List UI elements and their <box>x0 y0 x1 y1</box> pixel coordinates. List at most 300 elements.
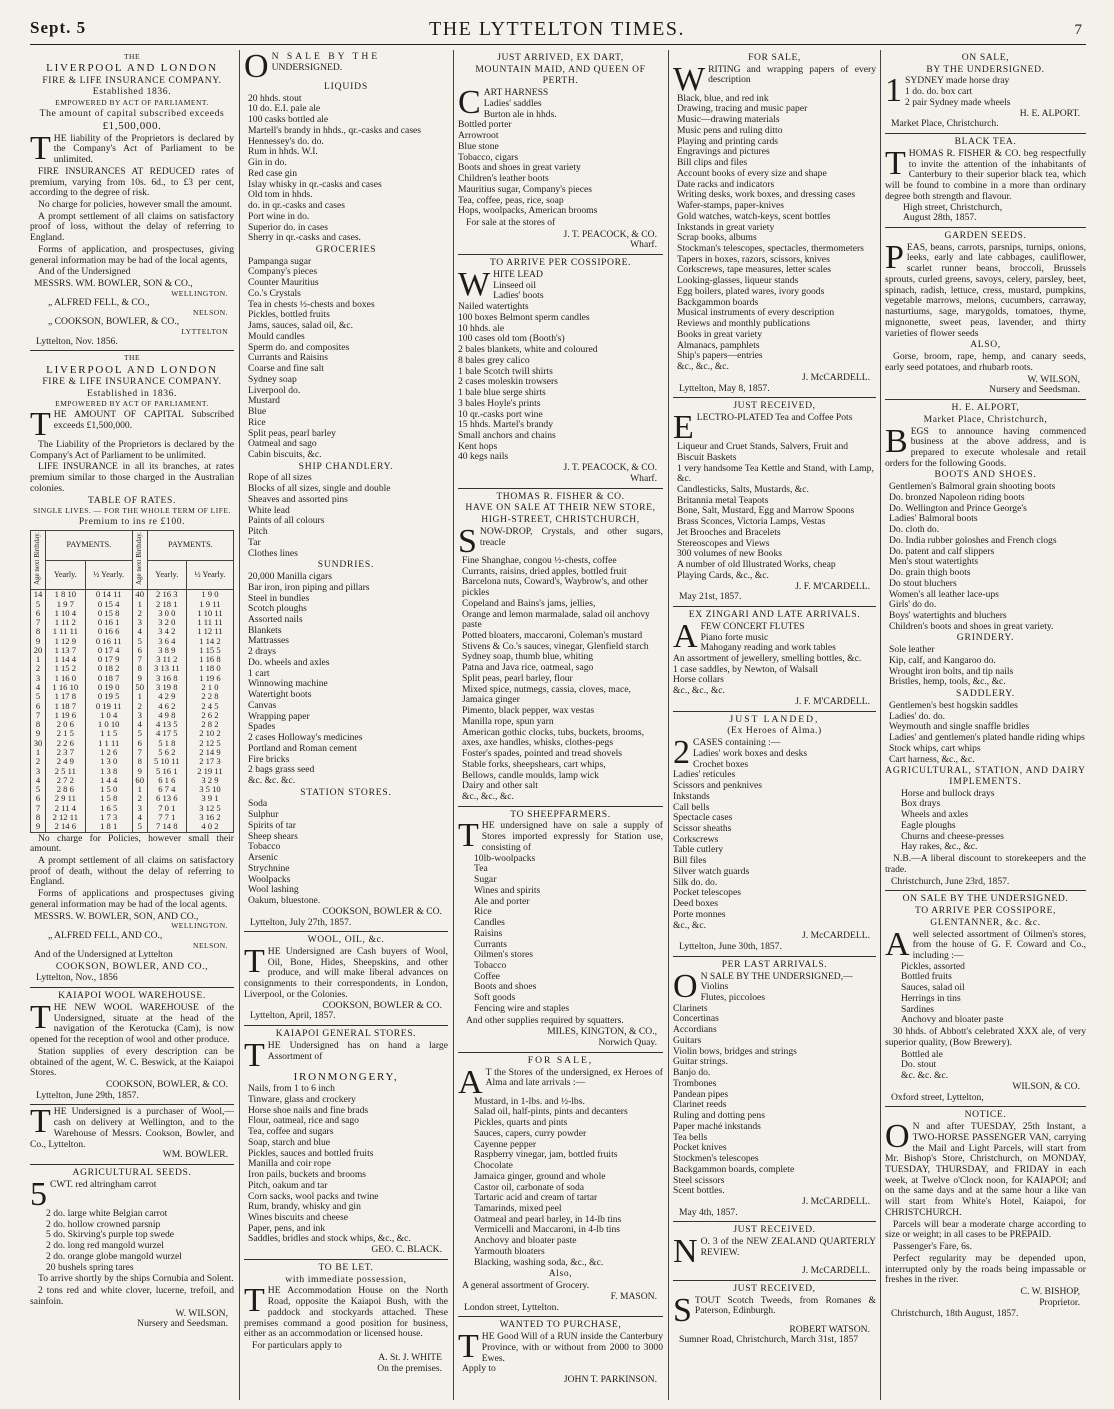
list-item: 20 bushels spring tares <box>46 1261 134 1273</box>
newspaper-title: THE LYTTELTON TIMES. <box>429 18 685 40</box>
list-item: Drawing, tracing and music paper <box>677 103 808 115</box>
agent-name: „ ALFRED FELL, & CO., <box>48 297 150 309</box>
section-heading: BOOTS AND SHOES. <box>934 469 1037 481</box>
table-cell: 30 <box>31 739 46 748</box>
table-cell: 1 1 11 <box>85 739 132 748</box>
list-item: Watertight boots <box>248 689 312 701</box>
list-item: 2 cases moleskin trowsers <box>458 376 558 388</box>
drop-cap: S <box>458 526 477 556</box>
section-heading: AGRICULTURAL, STATION, AND DAIRY IMPLEMENTS. <box>885 765 1086 787</box>
table-cell: 2 4 5 <box>186 702 233 711</box>
drop-cap: P <box>885 242 904 276</box>
list-item: Mould candles <box>248 330 305 342</box>
table-cell: 7 7 1 <box>147 813 186 822</box>
column-header: ½ Yearly. <box>85 560 132 589</box>
drop-cap: B <box>885 426 908 460</box>
ad-signature: JOHN T. PARKINSON. <box>563 1373 657 1385</box>
list-item: Stockman's telescopes, spectacles, thermometers <box>677 243 864 255</box>
table-cell: 1 <box>31 655 46 664</box>
list-item: 2 pair Sydney made wheels <box>905 96 1011 108</box>
ad-paragraph: Gorse, broom, rape, hemp, and canary seeds, early seed potatoes, and rhubarb roots. <box>885 351 1086 373</box>
table-cell: 8 <box>132 757 147 766</box>
agent-place: LYTTELTON <box>181 327 228 337</box>
list-item: Superior do. in cases <box>248 221 328 233</box>
list-item: do. in qr.-casks and cases <box>248 200 345 212</box>
ad-subheading: EMPOWERED BY ACT OF PARLIAMENT. <box>55 399 209 409</box>
table-cell: 7 <box>31 618 46 627</box>
table-cell: 1 12 9 <box>46 637 86 646</box>
list-item: Tar <box>248 536 261 548</box>
column-rule <box>880 50 881 1400</box>
table-cell: 2 0 6 <box>46 720 86 729</box>
ad-heading: HIGH-STREET, CHRISTCHURCH, <box>481 514 640 526</box>
list-item: Tinware, glass and crockery <box>248 1093 356 1105</box>
ad-paragraph: LIFE INSURANCE in all its branches, at rates premium similar to those charged in the Australian colonies. <box>30 461 234 494</box>
table-cell: 0 14 11 <box>85 590 132 600</box>
table-cell: 5 <box>31 692 46 701</box>
ad-paragraph: N SALE BY THE UNDERSIGNED,— <box>700 971 853 982</box>
list-item: Fencing wire and staples <box>474 1002 570 1014</box>
list-item: Castor oil, carbonate of soda <box>474 1181 585 1193</box>
list-item: &c., &c. <box>673 919 707 931</box>
list-item: Brass Sconces, Victoria Lamps, Vestas <box>677 516 826 528</box>
table-title: TABLE OF RATES. <box>88 494 176 506</box>
list-item: Ladies' boots <box>493 290 544 302</box>
list-item: Winnowing machine <box>248 678 328 690</box>
list-item: Inkstands <box>673 790 710 802</box>
ad-heading: TO BE LET. <box>318 1261 374 1273</box>
list-item: Anchovy and bloater paste <box>901 1014 1004 1026</box>
ad-heading: NOTICE. <box>964 1109 1007 1121</box>
list-item: Arsenic <box>248 852 278 864</box>
list-item: 20,000 Manilla cigars <box>248 571 332 583</box>
table-cell: 3 <box>31 767 46 776</box>
column-2 <box>244 50 448 1405</box>
table-cell: 4 <box>132 627 147 636</box>
list-item: Blue <box>248 406 267 418</box>
ad-date: Market Place, Christchurch. <box>891 118 999 130</box>
list-item: Stockmen's telescopes <box>673 1153 759 1165</box>
table-cell: 0 17 9 <box>85 655 132 664</box>
table-cell: 50 <box>132 683 147 692</box>
ad-heading: PER LAST ARRIVALS. <box>721 958 828 970</box>
list-item: Stivens & Co.'s sauces, vinegar, Glenfield starch <box>462 640 649 652</box>
list-item: Do. bronzed Napoleon riding boots <box>889 491 1025 503</box>
ad-heading: KAIAPOI GENERAL STORES. <box>275 1028 417 1040</box>
list-item: Potted bloaters, maccaroni, Coleman's mustard <box>462 629 643 641</box>
list-item: Tea, coffee, peas, rice, soap <box>458 194 564 206</box>
drop-cap: T <box>244 1286 265 1320</box>
table-cell: 7 <box>31 804 46 813</box>
list-item: Barcelona nuts, Coward's, Waybrow's, and other pickles <box>462 576 648 599</box>
table-cell: 0 19 0 <box>85 683 132 692</box>
list-item: Pandean pipes <box>673 1088 729 1100</box>
ad-heading: JUST RECEIVED, <box>733 1282 816 1294</box>
ad-paragraph: A general assortment of Grocery. <box>462 1280 589 1292</box>
ad-paragraph: HE NEW WOOL WAREHOUSE of the Undersigned, situate at the head of the navigation of the Kerotucka (Cam), is now opened for the reception of wool and other produce. <box>30 1002 234 1046</box>
ad-signature: Proprietor. <box>1039 1296 1080 1308</box>
drop-cap: T <box>30 1107 51 1141</box>
table-header-row <box>31 531 234 560</box>
list-item: Almanacs, pamphlets <box>677 339 760 351</box>
table-subtitle: SINGLE LIVES. — FOR THE WHOLE TERM OF LIFE. <box>33 506 231 516</box>
table-cell: 1 15 5 <box>186 646 233 655</box>
list-item: Sherry in qr.-casks and cases. <box>248 232 361 244</box>
column-header: ½ Yearly. <box>186 560 233 589</box>
drop-cap: T <box>244 947 265 981</box>
list-item: Sulphur <box>248 809 279 821</box>
ad-paragraph: HE Undersigned is a purchaser of Wool,—cash on delivery at Wellington, and to the Warehouse of Messrs. Cookson, Bowler, and Co., Lyttelton. <box>30 1107 234 1150</box>
list-item: Children's boots and shoes in great variety. <box>889 620 1054 632</box>
ad-paragraph: And other supplies required by squatters. <box>466 1014 624 1026</box>
table-cell: 1 8 10 <box>46 590 86 600</box>
table-cell: 7 <box>132 655 147 664</box>
ad-paragraph: O. 3 of the NEW ZEALAND QUARTERLY REVIEW. <box>700 1237 876 1258</box>
table-cell: 3 <box>132 804 147 813</box>
wanted-advert <box>458 1317 663 1388</box>
list-item: 40 kegs nails <box>458 451 509 463</box>
drop-cap: O <box>244 52 269 81</box>
ad-paragraph: HE liability of the Proprietors is declared by the Company's Act of Parliament to be unlimited. <box>53 133 234 166</box>
agricultural-seeds-advert <box>30 1165 234 1333</box>
ad-heading: FOR SALE, <box>748 52 801 63</box>
table-cell: 4 13 5 <box>147 720 186 729</box>
table-cell: 6 <box>31 794 46 803</box>
table-cell: 9 <box>132 767 147 776</box>
table-cell: 1 16 8 <box>186 655 233 664</box>
table-cell: 7 <box>31 711 46 720</box>
list-item: Account books of every size and shape <box>677 167 827 179</box>
list-item: 100 cases old tom (Booth's) <box>458 333 565 345</box>
list-item: Steel scissors <box>673 1174 725 1186</box>
table-cell: 3 <box>132 618 147 627</box>
list-item: Eagle ploughs <box>901 819 956 831</box>
list-item: Do. grain thigh boots <box>889 567 971 579</box>
list-item: Hay rakes, &c., &c. <box>901 841 978 853</box>
list-item: &c. &c. &c. <box>901 1070 949 1082</box>
ad-signature: W. WILSON, <box>1027 373 1080 385</box>
table-cell: 2 1 0 <box>186 683 233 692</box>
list-item: 1 cart <box>248 667 270 679</box>
list-item: Saddles, bridles and stock whips, &c., &c. <box>248 1233 411 1245</box>
list-item: Silver watch guards <box>673 865 750 877</box>
list-item: Gentlemen's Balmoral grain shooting boots <box>889 481 1056 493</box>
list-item: Tea bells <box>673 1131 708 1143</box>
item-list <box>458 854 663 1015</box>
list-item: Manilla rope, spun yarn <box>462 715 554 727</box>
ad-heading: JUST LANDED, <box>729 713 820 725</box>
just-landed-advert <box>673 712 876 957</box>
list-item: Rice <box>474 906 492 918</box>
ad-subheading: Established 1836. <box>92 86 172 98</box>
list-item: Dairy and other salt <box>462 780 538 792</box>
drop-cap: E <box>673 413 694 443</box>
table-cell: 0 19 11 <box>85 702 132 711</box>
ad-paragraph: Perfect regularity may be depended upon, interrupted only by the roads being impassable or freshes in the river. <box>885 1252 1086 1286</box>
list-item: Fine Shanghae, congou ½-chests, coffee <box>462 554 617 566</box>
table-cell: 1 4 4 <box>85 776 132 785</box>
black-tea-advert <box>885 134 1086 228</box>
table-cell: 4 <box>132 720 147 729</box>
table-cell: 1 0 4 <box>85 711 132 720</box>
list-item: Stereoscopes and Views <box>677 537 770 549</box>
list-item: Tapers in boxes, razors, scissors, knives <box>677 253 830 265</box>
ad-paragraph: No charge for policies, however small the amount. <box>38 199 233 211</box>
table-cell: 1 19 6 <box>186 674 233 683</box>
drop-cap: 5 <box>30 1179 47 1209</box>
table-cell: 1 14 2 <box>186 637 233 646</box>
item-list <box>673 982 876 1197</box>
list-item: Sheep shears <box>248 830 298 842</box>
ad-date: Christchurch, June 23rd, 1857. <box>891 875 1010 887</box>
list-item: Counter Mauritius <box>248 277 319 289</box>
ad-heading: WOOL, OIL, &c. <box>307 934 385 946</box>
list-item: 1 do. do. box cart <box>905 86 973 98</box>
list-item: Cayenne pepper <box>474 1138 537 1150</box>
list-item: Islay whisky in qr.-casks and cases <box>248 178 382 190</box>
list-item: Manilla and coir rope <box>248 1158 331 1170</box>
list-item: Spectacle cases <box>673 812 733 824</box>
column-header: PAYMENTS. <box>46 531 133 560</box>
drop-cap: T <box>244 1040 265 1070</box>
list-item: Music pens and ruling ditto <box>677 124 783 136</box>
ad-kicker: THE <box>123 353 141 363</box>
list-item: Horse and bullock drays <box>901 787 995 799</box>
ad-heading: JUST RECEIVED. <box>733 1224 816 1236</box>
list-item: Looking-glasses, liqueur stands <box>677 275 799 287</box>
ad-date: London street, Lyttelton. <box>464 1301 559 1313</box>
drop-cap: A <box>885 929 910 962</box>
list-item: Portland and Roman cement <box>248 742 357 754</box>
list-item: Crochet boxes <box>693 758 749 770</box>
list-item: Ruling and dotting pens <box>673 1110 765 1122</box>
list-item: Boots and shoes <box>474 981 537 993</box>
ad-paragraph: Passenger's Fare, 6s. <box>893 1241 972 1253</box>
list-item: Kip, calf, and Kangaroo do. <box>889 654 996 666</box>
ad-date: Lyttelton, June 29th, 1857. <box>36 1089 139 1101</box>
table-cell: 3 0 0 <box>147 609 186 618</box>
ad-address: High street, Christchurch, <box>903 201 1003 213</box>
table-cell: 1 17 8 <box>46 692 86 701</box>
item-list <box>458 1097 663 1269</box>
ad-heading: LIVERPOOL AND LONDON <box>46 363 218 376</box>
drop-cap: T <box>458 821 479 854</box>
oilmen-stores-advert <box>885 891 1086 1107</box>
list-item: Blacking, washing soda, &c., &c. <box>474 1256 604 1268</box>
list-item: Nails, from 1 to 6 inch <box>248 1083 335 1095</box>
item-list <box>458 281 663 463</box>
table-cell: 4 6 2 <box>147 702 186 711</box>
list-item: Orange and lemon marmalade, salad oil anchovy paste <box>462 608 650 631</box>
list-item: 2 do. long red mangold wurzel <box>46 1240 164 1252</box>
table-header-row <box>31 560 234 589</box>
list-item: Wines biscuits and cheese <box>248 1212 349 1224</box>
table-cell: 1 6 5 <box>85 804 132 813</box>
table-cell: 5 <box>132 822 147 832</box>
item-list <box>885 701 1086 765</box>
list-item: Engravings and pictures <box>677 146 770 158</box>
ad-signature: J. McCARDELL. <box>802 1265 870 1277</box>
drop-cap: O <box>673 971 698 1005</box>
table-cell: 1 19 6 <box>46 711 86 720</box>
ad-paragraph: EAS, beans, carrots, parsnips, turnips, onions, leeks, early and late cabbages, cauliflower, scarlet runner beans, broccoli, Brussels sprouts, curled greens, savoys, celery, parsley, beet, spinach, radish, lettuce, cress, mustard, pumpkins, vegetable marrows, melons, cucumbers, carraway, nasturtiums, sage, marygolds, tomatoes, thyme, mignonette, sweet peas, lavender, and thirty varieties of flower seeds <box>885 242 1086 339</box>
drop-cap: T <box>458 1332 479 1365</box>
ad-signature: ROBERT WATSON. <box>789 1323 870 1335</box>
list-item: Currants and Raisins <box>248 352 328 364</box>
list-item: Mahogany reading and work tables <box>700 642 836 654</box>
ad-paragraph: Forms of application, and prospectuses, giving general information may be had of the local agents, <box>30 243 234 266</box>
table-cell: 1 16 0 <box>46 674 86 683</box>
kaiapoi-stores-advert <box>244 1026 448 1260</box>
general-sale-advert <box>244 50 448 932</box>
drop-cap: A <box>673 621 698 655</box>
table-cell: 60 <box>132 776 147 785</box>
ad-heading: AGRICULTURAL SEEDS. <box>72 1167 192 1179</box>
table-cell: 9 <box>31 637 46 646</box>
list-item: Gold watches, watch-keys, scent bottles <box>677 210 831 222</box>
table-cell: 5 <box>31 785 46 794</box>
table-cell: 1 2 6 <box>85 748 132 757</box>
table-cell: 7 <box>132 748 147 757</box>
table-cell: 2 8 6 <box>46 785 86 794</box>
table-cell: 2 2 6 <box>46 739 86 748</box>
table-cell: 2 11 4 <box>46 804 86 813</box>
table-cell: 5 <box>132 637 147 646</box>
rates-table <box>30 530 234 832</box>
table-cell: 1 11 11 <box>46 627 86 636</box>
list-item: Liqueur and Cruet Stands, Salvers, Fruit and Biscuit Baskets <box>677 441 849 463</box>
ad-heading: BLACK TEA. <box>954 136 1017 148</box>
ad-heading: HAVE ON SALE AT THEIR NEW STORE, <box>465 502 656 514</box>
list-item: Candles <box>474 917 505 929</box>
list-item: Oatmeal and sago <box>248 438 317 450</box>
list-item: Corkscrews <box>673 833 719 845</box>
ad-heading: N SALE BY THE <box>271 52 381 62</box>
list-item: Steel in bundles <box>248 592 310 604</box>
table-cell: 3 11 2 <box>147 655 186 664</box>
ad-kicker: THE <box>123 52 141 61</box>
list-item: Sydney soap, thumb blue, whiting <box>462 651 594 663</box>
ad-text: The amount of capital subscribed exceeds <box>39 107 225 119</box>
list-item: Canvas <box>248 699 277 711</box>
table-cell: 3 13 11 <box>147 664 186 673</box>
to-let-advert <box>244 1260 448 1377</box>
list-item: Rice <box>248 416 266 428</box>
rates-table-body <box>31 590 234 832</box>
table-cell: 1 13 7 <box>46 646 86 655</box>
ad-date: Sumner Road, Christchurch, March 31st, 1857 <box>679 1334 859 1346</box>
agent-name: „ ALFRED FELL, AND CO., <box>48 929 163 941</box>
page-number: 7 <box>1074 22 1082 38</box>
list-item: Copeland and Bains's jams, jellies, <box>462 597 596 609</box>
list-item: Sheaves and assorted pins <box>248 493 348 505</box>
ad-signature: C. W. BISHOP, <box>1020 1286 1080 1298</box>
list-item: Iron pails, buckets and brooms <box>248 1169 367 1181</box>
ad-signature: J. T. PEACOCK, & CO. <box>563 462 657 474</box>
list-item: Pickles, assorted <box>901 960 965 972</box>
item-list <box>458 99 663 217</box>
table-cell: 4 <box>31 683 46 692</box>
ad-signature: Nursery and Seedsman. <box>989 384 1080 396</box>
agent-name: „ COOKSON, BOWLER, & CO., <box>48 316 180 328</box>
table-cell: 1 9 7 <box>46 600 86 609</box>
list-item: Bone, Salt, Mustard, Egg and Marrow Spoons <box>677 505 855 517</box>
table-cell: 5 <box>31 600 46 609</box>
list-item: 100 casks bottled ale <box>248 114 329 126</box>
ad-date: Christchurch, 18th August, 1857. <box>891 1307 1019 1319</box>
list-item: Trombones <box>673 1077 717 1089</box>
table-cell: 1 10 11 <box>186 609 233 618</box>
list-item: Playing and printing cards <box>677 135 778 147</box>
list-item: Candlesticks, Salts, Mustards, &c. <box>677 483 809 495</box>
list-item: 2 cases Holloway's medicines <box>248 732 363 744</box>
alport-goods-advert <box>885 400 1086 891</box>
ad-heading: TO ARRIVE PER COSSIPORE. <box>489 257 632 269</box>
list-item: Playing Cards, &c., &c. <box>677 569 769 581</box>
ad-paragraph: CASES containing :— <box>693 738 781 749</box>
table-cell: 2 5 11 <box>46 767 86 776</box>
section-heading: SUNDRIES. <box>317 559 375 571</box>
table-cell: 1 18 7 <box>46 702 86 711</box>
list-item: Backgammon boards <box>677 296 759 308</box>
column-1 <box>30 50 234 1405</box>
ad-signature: J. F. M'CARDELL. <box>795 695 870 707</box>
list-item: Pitch <box>248 526 268 538</box>
table-cell: 6 1 6 <box>147 776 186 785</box>
table-cell: 3 2 9 <box>186 776 233 785</box>
column-header: Age next Birthday. <box>33 532 42 586</box>
ad-signature: WM. BOWLER. <box>162 1149 228 1161</box>
table-cell: 2 <box>31 757 46 766</box>
dray-sale-advert <box>885 50 1086 134</box>
ad-signature: GEO. C. BLACK. <box>371 1244 442 1256</box>
list-item: Rope of all sizes <box>248 472 312 484</box>
list-item: Patna and Java rice, oatmeal, sago <box>462 662 594 674</box>
item-list <box>885 645 1086 688</box>
list-item: Porte monnes <box>673 908 726 920</box>
ad-signature: On the premises. <box>377 1362 442 1374</box>
table-cell: 20 <box>31 646 46 655</box>
list-item: Mustard, in 1-lbs. and ½-lbs. <box>474 1095 585 1107</box>
list-item: Wines and spirits <box>474 884 541 896</box>
list-item: Bottled ale <box>901 1048 943 1060</box>
table-cell: 3 6 4 <box>147 637 186 646</box>
table-cell: 6 <box>31 609 46 618</box>
list-item: 2 do. large white Belgian carrot <box>46 1207 168 1219</box>
table-cell: 0 17 4 <box>85 646 132 655</box>
list-item: Do. Wellington and Prince George's <box>889 502 1027 514</box>
table-cell: 3 9 1 <box>186 794 233 803</box>
list-item: Black, blue, and red ink <box>677 92 769 104</box>
ad-subheading: with immediate possession, <box>285 1273 407 1285</box>
ad-date: Lyttelton, Nov., 1856 <box>36 972 118 984</box>
ad-signature: MILES, KINGTON, & CO., <box>547 1026 657 1038</box>
table-cell: 8 <box>132 664 147 673</box>
ad-heading: UNDERSIGNED. <box>271 61 343 73</box>
table-cell: 2 3 7 <box>46 748 86 757</box>
list-item: Sauces, salad oil <box>901 982 965 994</box>
table-cell: 3 <box>31 674 46 683</box>
item-list <box>244 1084 448 1245</box>
list-item: Raspberry vinegar, jam, bottled fruits <box>474 1149 618 1161</box>
list-item: Do stout bluchers <box>889 577 957 589</box>
list-item: 2 bags grass seed <box>248 764 315 776</box>
column-4 <box>673 50 876 1405</box>
ad-heading: FOR SALE, <box>527 1054 594 1066</box>
list-item: Sperm do. and composites <box>248 341 350 353</box>
section-heading: STATION STORES. <box>300 786 392 798</box>
table-cell: 14 <box>31 590 46 600</box>
